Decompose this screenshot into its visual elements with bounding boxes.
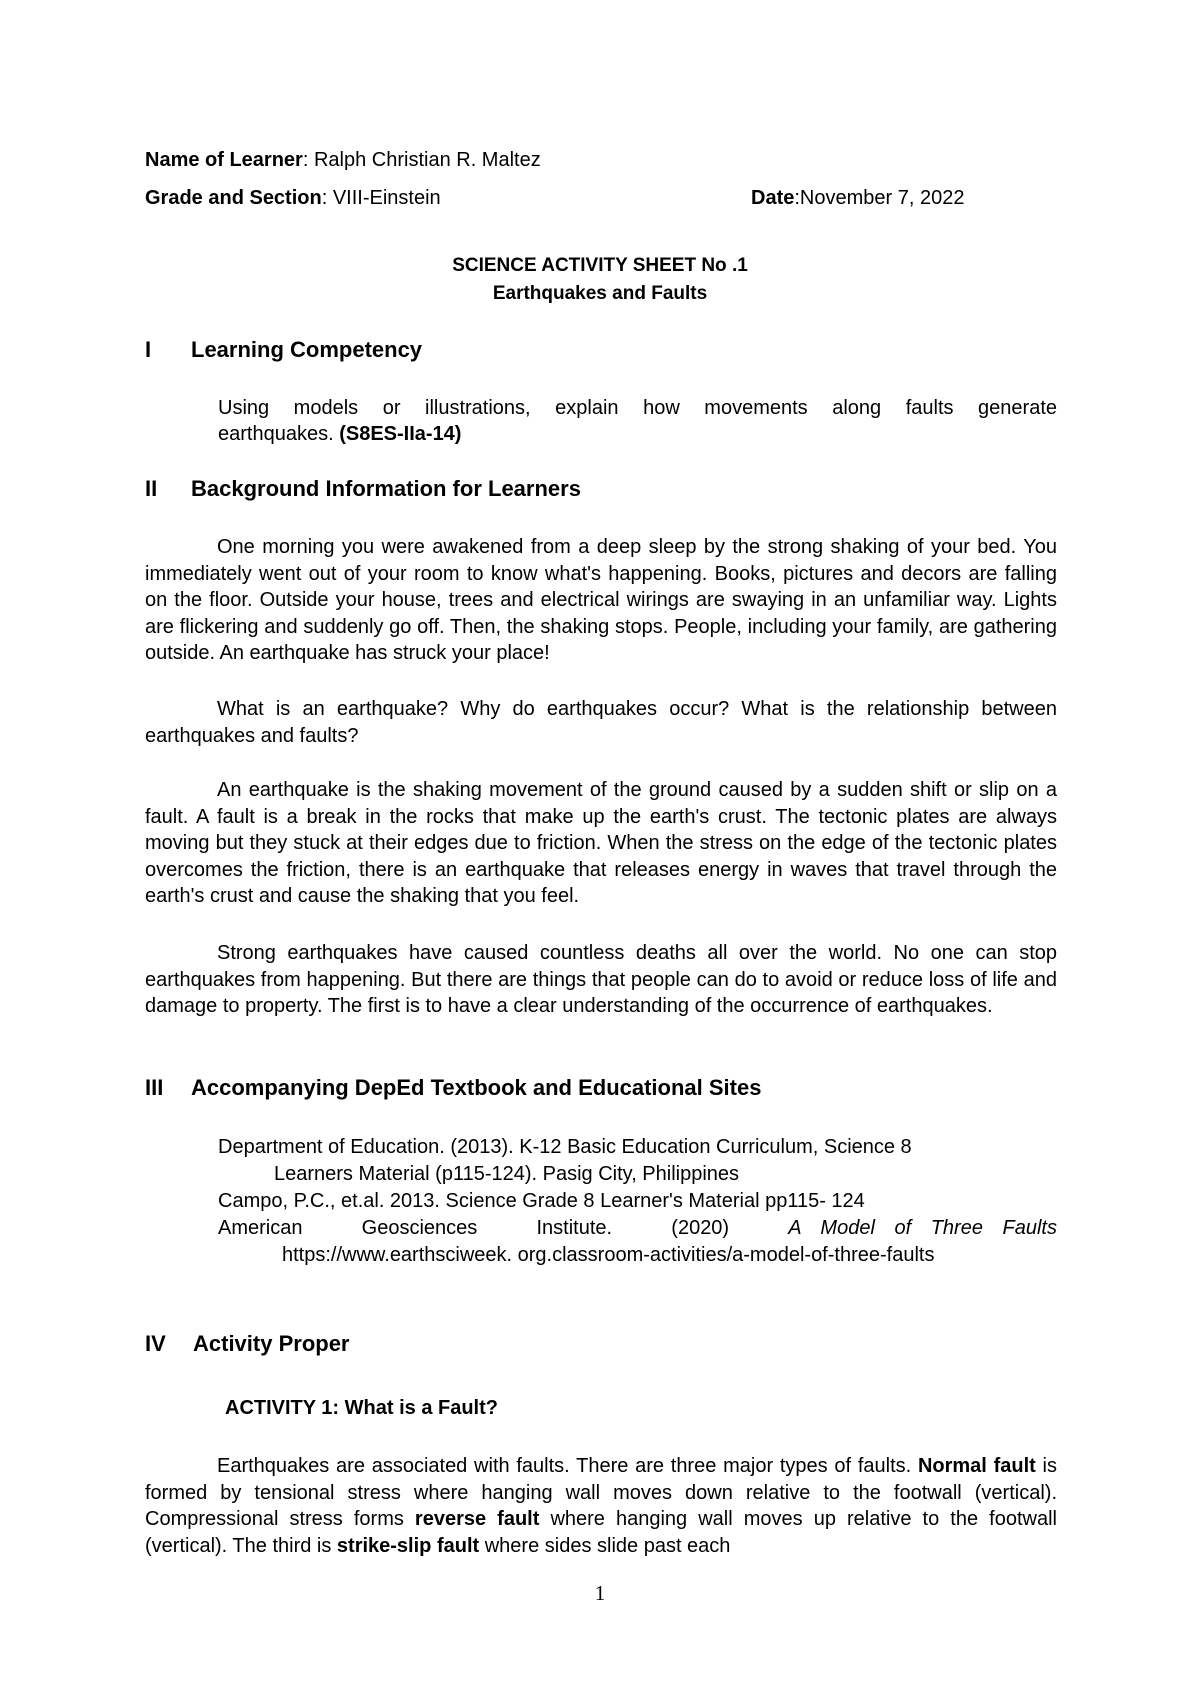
section-1-title: Learning Competency	[191, 337, 423, 362]
learner-name-sep: :	[302, 149, 314, 171]
learner-name-label: Name of Learner	[145, 149, 303, 171]
reference-3-title: A Model of Three Faults	[788, 1217, 1057, 1239]
section-1-number: I	[145, 337, 152, 362]
background-paragraph-1: One morning you were awakened from a deep sleep by the strong shaking of your bed. You immediately went out of your room to know what's happening. Books, pictures and decors are falling on the floor. Outside your house, trees and electrical wirings are swaying in an unfamiliar way. Lights are flickering and suddenly go off. Then, the shaking stops. People, including your family, are gathering outside. An earthquake has struck your place!	[145, 536, 1057, 664]
grade-section-line	[145, 186, 441, 210]
reference-3-url[interactable]: https://www.earthsciweek. org.classroom-activities/a-model-of-three-faults	[282, 1244, 935, 1266]
activity-text-start: Earthquakes are associated with faults. There are three major types of faults.	[217, 1455, 918, 1477]
activity-text-end: where sides slide past each	[479, 1534, 731, 1557]
page-number: 1	[594, 1581, 606, 1605]
competency-line-1: Using models or illustrations, explain how movements along faults generate	[218, 397, 1057, 419]
competency-line-2	[218, 421, 461, 447]
activity-text-mid-2: where hanging wall moves up relative to the footwall (vertical). The third is	[145, 1508, 1057, 1557]
page-subtitle: Earthquakes and Faults	[492, 283, 708, 304]
date-sep: :	[794, 187, 800, 209]
reference-3-word-a: American	[218, 1217, 303, 1239]
reference-3-line-1	[218, 1215, 1057, 1241]
section-4-number: IV	[145, 1331, 166, 1356]
grade-section-value: VIII-Einstein	[332, 187, 441, 209]
date-label: Date	[751, 187, 795, 209]
reference-3-word-c: Institute.	[536, 1217, 613, 1239]
section-2-heading	[145, 476, 581, 502]
activity-text-mid-1: is formed by tensional stress where hanging wall moves down relative to the footwall (vertical). Compressional stress forms	[145, 1455, 1058, 1530]
competency-text-end: earthquakes.	[218, 423, 340, 445]
reference-3-word-d: (2020)	[671, 1217, 730, 1239]
competency-code: (S8ES-IIa-14)	[339, 423, 462, 445]
background-paragraph-3: An earthquake is the shaking movement of the ground caused by a sudden shift or slip on a fault. A fault is a break in the rocks that make up the earth's crust. The tectonic plates are always moving but they stuck at their edges due to friction. When the stress on the edge of the tectonic plates overcomes the friction, there is an earthquake that releases energy in waves that travel through the earth's crust and cause the shaking that you feel.	[145, 779, 1057, 907]
reference-1-line-2: Learners Material (p115-124). Pasig City, Philippines	[274, 1163, 740, 1185]
activity-1-title: ACTIVITY 1: What is a Fault?	[225, 1397, 498, 1419]
reference-2: Campo, P.C., et.al. 2013. Science Grade 8 Learner's Material pp115- 124	[218, 1190, 865, 1212]
section-4-heading	[145, 1331, 350, 1357]
reference-1-line-1: Department of Education. (2013). K-12 Basic Education Curriculum, Science 8	[218, 1136, 912, 1158]
section-2-title: Background Information for Learners	[191, 476, 581, 501]
activity-paragraph	[145, 1453, 1057, 1559]
date-line	[751, 186, 964, 210]
section-3-number: III	[145, 1075, 164, 1100]
section-3-title: Accompanying DepEd Textbook and Educational Sites	[191, 1075, 762, 1100]
normal-fault-term: Normal fault	[917, 1455, 1036, 1477]
section-1-heading	[145, 337, 422, 363]
background-paragraph-4: Strong earthquakes have caused countless deaths all over the world. No one can stop earthquakes from happening. But there are things that people can do to avoid or reduce loss of life and damage to property. The first is to have a clear understanding of the occurrence of earthquakes.	[145, 942, 1057, 1017]
background-paragraph-2: What is an earthquake? Why do earthquakes occur? What is the relationship between earthquakes and faults?	[145, 698, 1057, 747]
learner-name-line	[145, 148, 541, 172]
reverse-fault-term: reverse fault	[414, 1508, 540, 1530]
strike-slip-fault-term: strike-slip fault	[336, 1534, 480, 1557]
page-title: SCIENCE ACTIVITY SHEET No .1	[452, 255, 748, 276]
learner-name-value: Ralph Christian R. Maltez	[313, 149, 541, 171]
grade-section-sep: :	[321, 187, 333, 209]
section-3-heading	[145, 1075, 761, 1101]
grade-section-label: Grade and Section	[145, 187, 322, 209]
date-value: November 7, 2022	[799, 187, 965, 209]
reference-3-word-b: Geosciences	[361, 1217, 478, 1239]
section-2-number: II	[145, 476, 158, 501]
section-4-title: Activity Proper	[193, 1331, 350, 1356]
